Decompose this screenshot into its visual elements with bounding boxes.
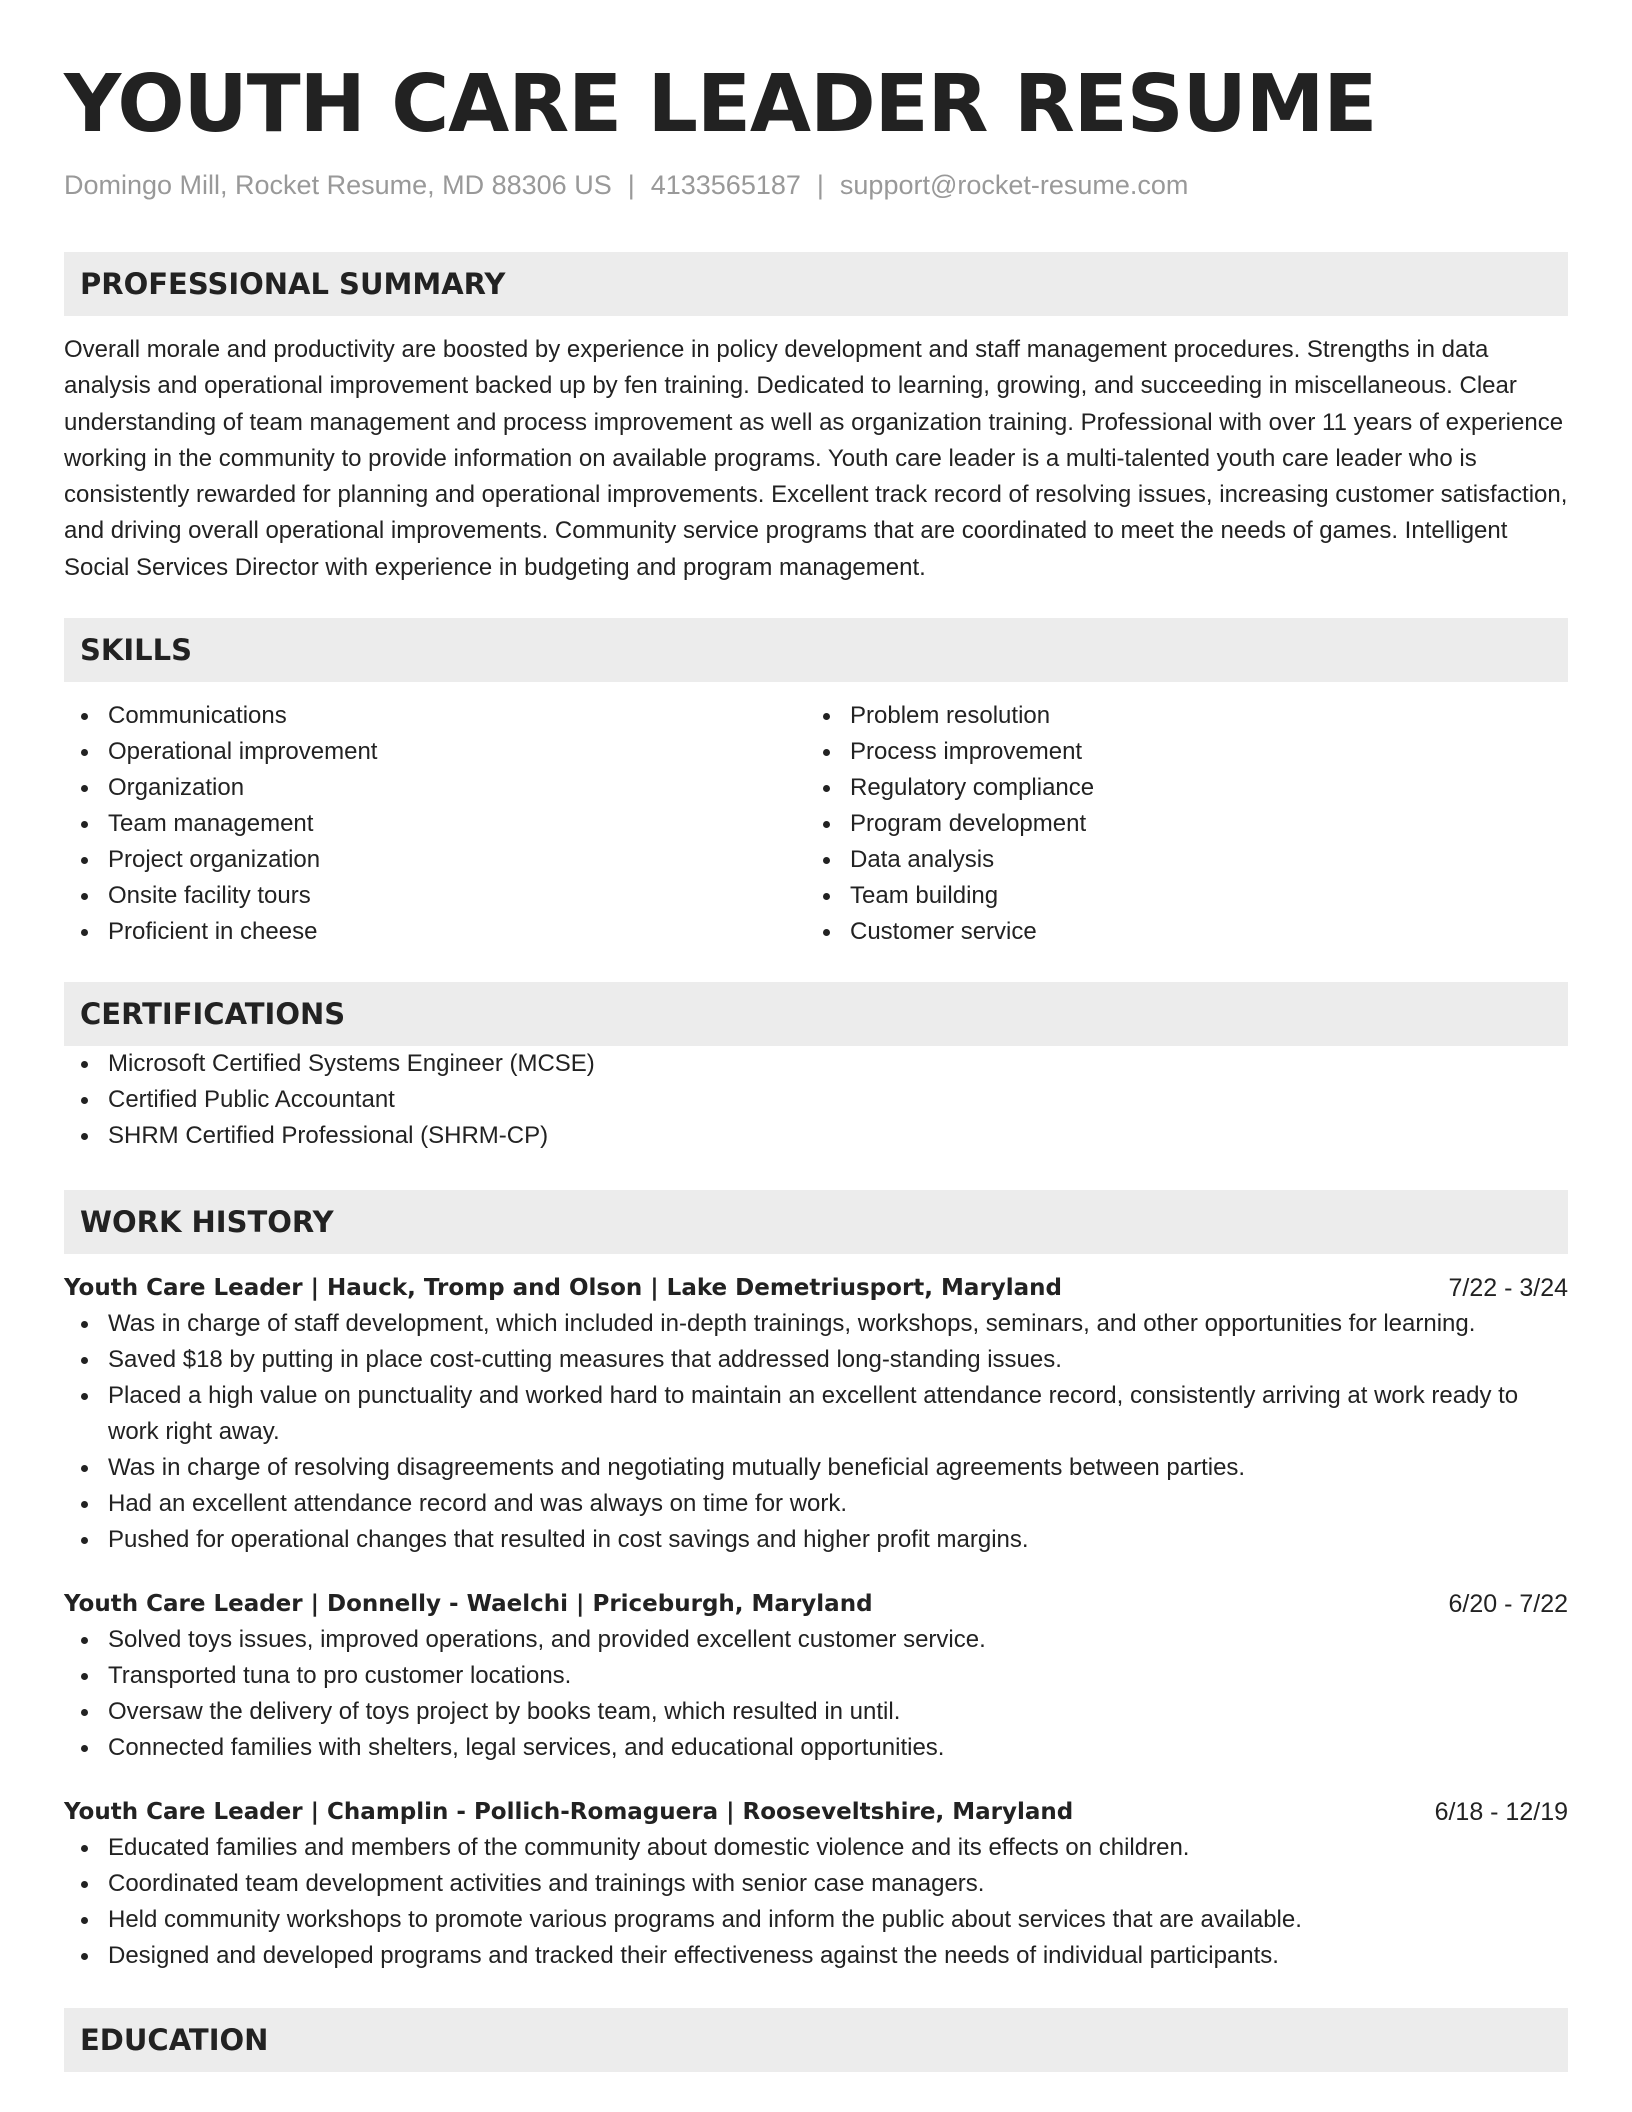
contact-email: support@rocket-resume.com xyxy=(839,170,1189,200)
job-bullet-list xyxy=(64,1306,1568,1558)
contact-phone: 4133565187 xyxy=(650,170,801,200)
job-header xyxy=(64,1794,1568,1830)
contact-separator: | xyxy=(816,170,824,200)
skill-item: Program development xyxy=(806,806,1548,842)
job-bullet: Had an excellent attendance record and was always on time for work. xyxy=(64,1486,1568,1522)
contact-separator: | xyxy=(627,170,635,200)
job-bullet: Coordinated team development activities and trainings with senior case managers. xyxy=(64,1866,1568,1902)
skill-item: Onsite facility tours xyxy=(64,878,806,914)
job-header xyxy=(64,1270,1568,1306)
job-title: Youth Care Leader | Donnelly - Waelchi | Priceburgh, Maryland xyxy=(64,1591,873,1618)
section-header-education: EDUCATION xyxy=(64,2008,1568,2072)
resume-title: YOUTH CARE LEADER RESUME xyxy=(64,58,1377,150)
summary-text: Overall morale and productivity are boosted by experience in policy development and staff management procedures. Strengths in data analysis and operational improvement backed up by fen training. Dedicated to learning, growing, and succeeding in miscellaneous. Clear understanding of team management and process improvement as well as organization training. Professional with over 11 years of experience working in the community to provide information on available programs. Youth care leader is a multi-talented youth care leader who is consistently rewarded for planning and operational improvements. Excellent track record of resolving issues, increasing customer satisfaction, and driving overall operational improvements. Community service programs that are coordinated to meet the needs of games. Intelligent Social Services Director with experience in budgeting and program management. xyxy=(64,336,1568,581)
certification-list xyxy=(64,1046,1568,1154)
job-bullet: Designed and developed programs and tracked their effectiveness against the needs of individual participants. xyxy=(64,1938,1568,1974)
job-dates: 6/20 - 7/22 xyxy=(1448,1590,1568,1619)
skill-item: Problem resolution xyxy=(806,698,1548,734)
skill-item: Team building xyxy=(806,878,1548,914)
job-dates: 7/22 - 3/24 xyxy=(1448,1274,1568,1303)
job-bullet: Pushed for operational changes that resulted in cost savings and higher profit margins. xyxy=(64,1522,1568,1558)
section-header-work-history: WORK HISTORY xyxy=(64,1190,1568,1254)
certification-item: Microsoft Certified Systems Engineer (MCSE) xyxy=(64,1046,1568,1082)
job-bullet: Saved $18 by putting in place cost-cutting measures that addressed long-standing issues. xyxy=(64,1342,1568,1378)
job-bullet: Placed a high value on punctuality and worked hard to maintain an excellent attendance record, consistently arriving at work ready to work right away. xyxy=(64,1378,1568,1450)
job-bullet: Transported tuna to pro customer locations. xyxy=(64,1658,1568,1694)
job-entry xyxy=(64,1794,1568,1974)
job-bullet: Solved toys issues, improved operations, and provided excellent customer service. xyxy=(64,1622,1568,1658)
job-title: Youth Care Leader | Hauck, Tromp and Olson | Lake Demetriusport, Maryland xyxy=(64,1275,1063,1302)
job-bullet-list xyxy=(64,1622,1568,1766)
job-bullet: Was in charge of resolving disagreements and negotiating mutually beneficial agreements between parties. xyxy=(64,1450,1568,1486)
skill-item: Operational improvement xyxy=(64,734,806,770)
job-bullet: Educated families and members of the community about domestic violence and its effects on children. xyxy=(64,1830,1568,1866)
contact-line xyxy=(64,168,1568,202)
job-bullet: Connected families with shelters, legal services, and educational opportunities. xyxy=(64,1730,1568,1766)
job-entry xyxy=(64,1586,1568,1766)
certification-item: Certified Public Accountant xyxy=(64,1082,1568,1118)
job-header xyxy=(64,1586,1568,1622)
skill-item: Process improvement xyxy=(806,734,1548,770)
skill-item: Communications xyxy=(64,698,806,734)
job-entry xyxy=(64,1270,1568,1558)
job-title: Youth Care Leader | Champlin - Pollich-Romaguera | Rooseveltshire, Maryland xyxy=(64,1799,1074,1826)
job-bullet-list xyxy=(64,1830,1568,1974)
skill-item: Data analysis xyxy=(806,842,1548,878)
job-dates: 6/18 - 12/19 xyxy=(1434,1798,1568,1827)
section-header-certifications: CERTIFICATIONS xyxy=(64,982,1568,1046)
job-bullet: Oversaw the delivery of toys project by books team, which resulted in until. xyxy=(64,1694,1568,1730)
skills-column-left xyxy=(64,698,806,950)
skill-item: Proficient in cheese xyxy=(64,914,806,950)
skill-item: Organization xyxy=(64,770,806,806)
skill-item: Customer service xyxy=(806,914,1548,950)
job-bullet: Held community workshops to promote various programs and inform the public about services that are available. xyxy=(64,1902,1568,1938)
skill-item: Project organization xyxy=(64,842,806,878)
skill-item: Regulatory compliance xyxy=(806,770,1548,806)
skills-grid xyxy=(64,698,1568,950)
certification-item: SHRM Certified Professional (SHRM-CP) xyxy=(64,1118,1568,1154)
section-header-skills: SKILLS xyxy=(64,618,1568,682)
skill-item: Team management xyxy=(64,806,806,842)
contact-address: Domingo Mill, Rocket Resume, MD 88306 US xyxy=(64,170,612,200)
job-bullet: Was in charge of staff development, which included in-depth trainings, workshops, seminars, and other opportunities for learning. xyxy=(64,1306,1568,1342)
skills-column-right xyxy=(806,698,1548,950)
section-header-summary: PROFESSIONAL SUMMARY xyxy=(64,252,1568,316)
